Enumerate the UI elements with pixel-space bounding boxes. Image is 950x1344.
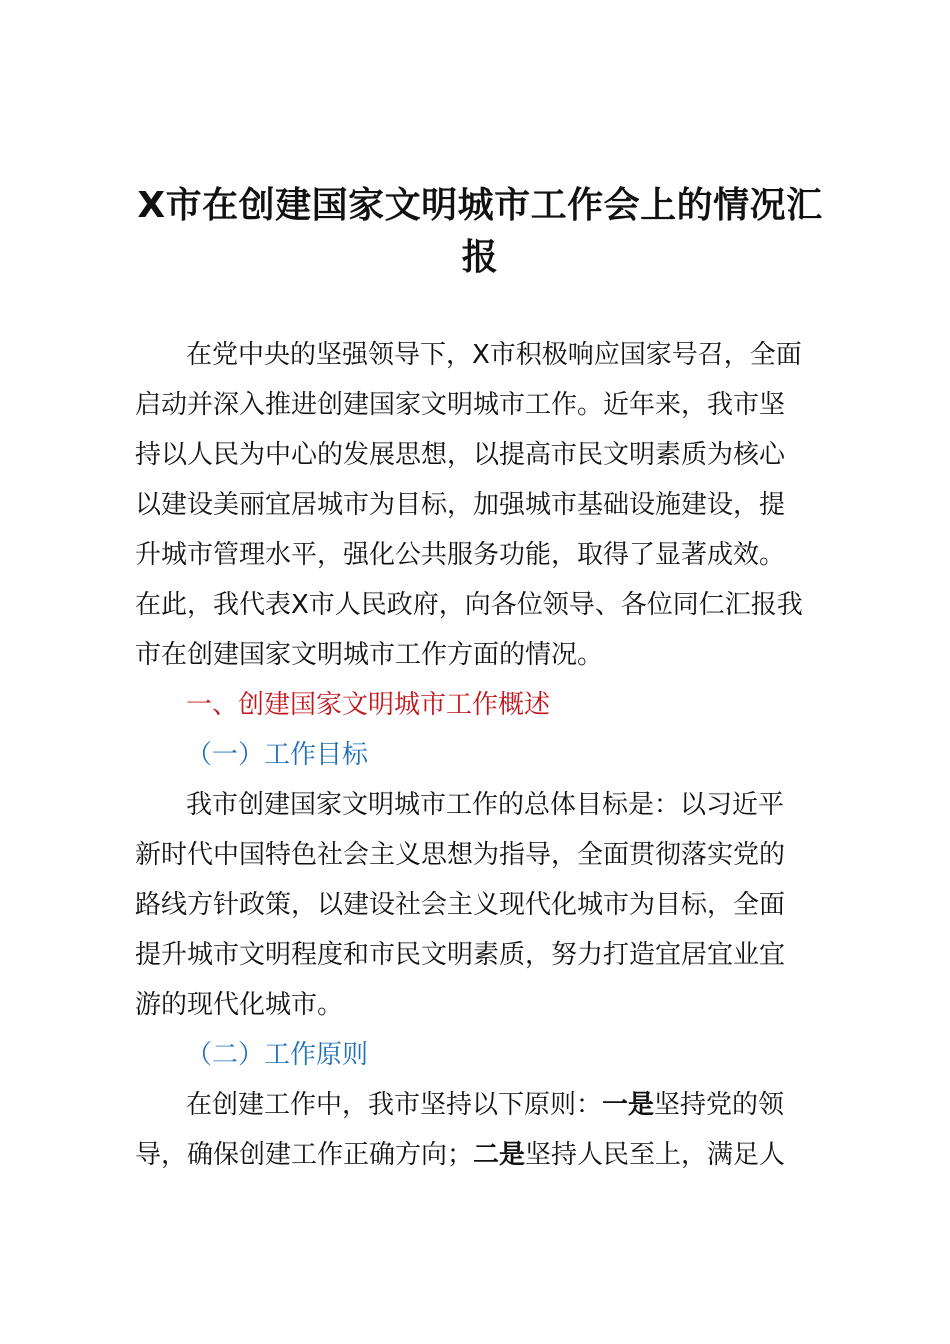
title-line-2: 报 [461, 237, 499, 278]
intro-line: 在党中央的坚强领导下，X市积极响应国家号召，全面 [186, 340, 802, 370]
intro-line: 市在创建国家文明城市工作方面的情况。 [135, 640, 604, 670]
subsection-heading: （二）工作原则 [186, 1040, 369, 1070]
intro-line: 以建设美丽宜居城市为目标，加强城市基础设施建设，提 [135, 490, 786, 520]
intro-line: 升城市管理水平，强化公共服务功能，取得了显著成效。 [135, 540, 786, 570]
body-line: 新时代中国特色社会主义思想为指导，全面贯彻落实党的 [135, 840, 786, 870]
emphasis-text: 二是 [473, 1140, 526, 1170]
intro-line: 持以人民为中心的发展思想，以提高市民文明素质为核心 [135, 440, 786, 470]
emphasis-text: 一是 [602, 1090, 655, 1120]
section-heading: 一、创建国家文明城市工作概述 [186, 690, 551, 720]
body-line [135, 1140, 785, 1170]
body-line: 提升城市文明程度和市民文明素质，努力打造宜居宜业宜 [135, 940, 786, 970]
body-text: 导，确保创建工作正确方向； [135, 1140, 474, 1170]
body-text: 在创建工作中，我市坚持以下原则： [186, 1090, 603, 1120]
body-line: 路线方针政策，以建设社会主义现代化城市为目标，全面 [135, 890, 786, 920]
title-line-1: X市在创建国家文明城市工作会上的情况汇 [137, 185, 823, 226]
body-line: 游的现代化城市。 [135, 990, 344, 1020]
document-title [120, 180, 840, 284]
body-text: 坚持人民至上，满足人 [525, 1140, 786, 1170]
body-line: 我市创建国家文明城市工作的总体目标是：以习近平 [186, 790, 785, 820]
body-line [186, 1090, 784, 1120]
intro-line: 在此，我代表X市人民政府，向各位领导、各位同仁汇报我 [135, 590, 803, 620]
body-text: 坚持党的领 [654, 1090, 785, 1120]
subsection-heading: （一）工作目标 [186, 740, 369, 770]
intro-line: 启动并深入推进创建国家文明城市工作。近年来，我市坚 [135, 390, 786, 420]
